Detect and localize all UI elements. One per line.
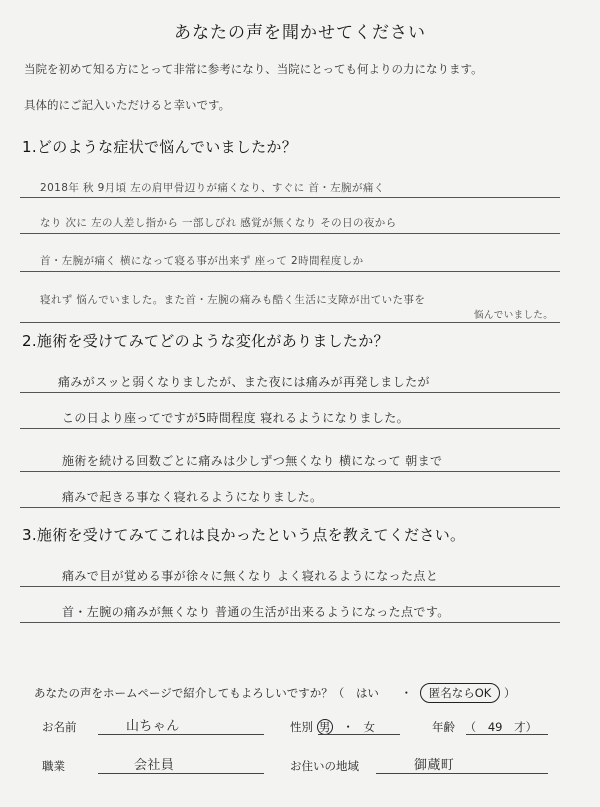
age-field (432, 719, 537, 735)
ruled-line (20, 507, 560, 508)
age-value[interactable]: 49 (487, 720, 503, 734)
age-label: 年齢 (432, 720, 455, 734)
consent-row (34, 683, 516, 703)
gender-label: 性別 (290, 720, 313, 734)
answer-3-line-1: 痛みで目が覚める事が徐々に無くなり よく寝れるようになった点と (62, 569, 439, 583)
answer-2-line-4: 痛みで起きる事なく寝れるようになりました。 (62, 490, 323, 504)
age-unit: 才） (514, 720, 538, 734)
ruled-line (20, 586, 560, 587)
gender-field (290, 719, 375, 735)
age-underline (466, 734, 548, 735)
consent-close: ） (504, 686, 516, 700)
answer-1-line-3: 首・左腕が痛く 横になって寝る事が出来ず 座って 2時間程度しか (40, 255, 364, 267)
question-1-heading: 1.どのような症状で悩んでいましたか？ (22, 138, 298, 156)
area-value[interactable]: 御蔵町 (414, 758, 455, 773)
ruled-line (20, 428, 560, 429)
answer-3-line-2: 首・左腕の痛みが無くなり 普通の生活が出来るようになった点です。 (62, 605, 450, 619)
consent-anonymous-option[interactable]: 匿名ならOK (420, 683, 501, 703)
ruled-line (20, 197, 560, 198)
answer-2-line-1: 痛みがスッと弱くなりましたが、また夜には痛みが再発しましたが (58, 375, 430, 389)
ruled-line (20, 271, 560, 272)
ruled-line (20, 233, 560, 234)
question-3-heading: 3.施術を受けてみてこれは良かったという点を教えてください。 (22, 526, 466, 544)
name-label: お名前 (42, 720, 77, 734)
gender-separator: ・ (342, 720, 354, 734)
gender-male-option[interactable]: 男 (317, 719, 333, 735)
answer-1-line-1: 2018年 秋 9月頃 左の肩甲骨辺りが痛くなり、すぐに 首・左腕が痛く (40, 182, 385, 194)
answer-1-note: 悩んでいました。 (474, 310, 554, 321)
age-open: （ (464, 720, 477, 734)
job-label: 職業 (42, 759, 65, 773)
ruled-line (20, 471, 560, 472)
name-underline (98, 734, 264, 735)
consent-question: あなたの声をホームページで紹介してもよろしいですか？（ (34, 686, 345, 700)
area-label: お住いの地域 (290, 759, 359, 773)
answer-2-line-3: 施術を続ける回数ごとに痛みは少しずつ無くなり 横になって 朝まで (62, 454, 443, 468)
answer-1-line-2: なり 次に 左の人差し指から 一部しびれ 感覚が無くなり その日の夜から (40, 217, 397, 229)
ruled-line (20, 622, 560, 623)
gender-female-option[interactable]: 女 (363, 720, 375, 734)
consent-yes-option[interactable]: はい (355, 686, 379, 700)
answer-1-line-4: 寝れず 悩んでいました。また首・左腕の痛みも酷く生活に支障が出ていた事を (40, 294, 426, 306)
job-underline (98, 773, 264, 774)
job-value[interactable]: 会社員 (134, 758, 175, 773)
ruled-line (20, 392, 560, 393)
question-2-heading: 2.施術を受けてみてどのような変化がありましたか？ (22, 332, 389, 350)
area-underline (376, 773, 548, 774)
page-title: あなたの声を聞かせてください (174, 23, 426, 43)
consent-separator: ・ (400, 686, 413, 700)
ruled-line (20, 322, 560, 323)
gender-underline (318, 734, 400, 735)
answer-2-line-2: この日より座ってですが5時間程度 寝れるようになりました。 (62, 411, 410, 425)
name-value[interactable]: 山ちゃん (126, 719, 180, 734)
intro-line-2: 具体的にご記入いただけると幸いです。 (24, 98, 231, 112)
intro-line-1: 当院を初めて知る方にとって非常に参考になり、当院にとっても何よりの力になります。 (24, 62, 483, 76)
